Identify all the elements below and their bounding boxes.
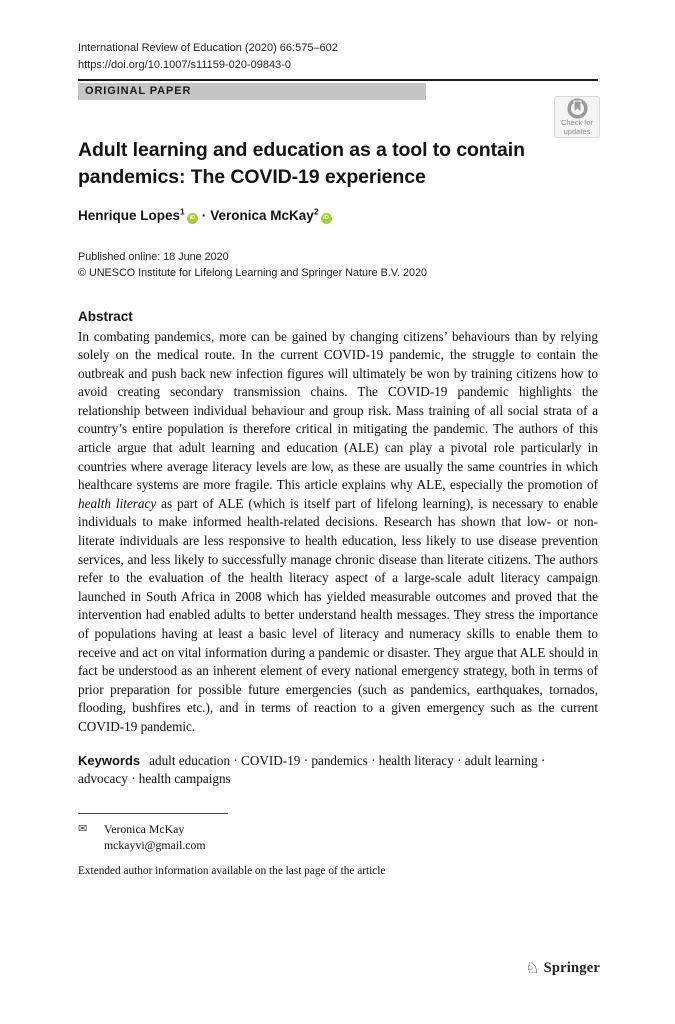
author-name-2: Veronica McKay [210,207,314,223]
envelope-icon: ✉ [78,822,88,835]
affiliation-mark-1: 1 [180,206,185,216]
crossmark-icon [567,98,588,119]
header-rule [78,79,598,100]
footnote-divider [78,813,228,814]
keywords-list: adult education · COVID-19 · pandemics · health literacy · adult learning · advocacy · health campaigns [78,752,546,786]
abstract-part1: In combating pandemics, more can be gained by changing citizens’ behaviours than by relying solely on the medical route. In the current COVID-19 pandemic, the struggle to contain the outbreak and push back new infection figures will ultimately be won by training citizens how to avoid creating secondary transmission chains. The COVID-19 pandemic highlights the relationship between individual behaviour and group risk. Mass training of all social strata of a country’s entire population is therefore critical in mitigating the pandemic. The authors of this article argue that adult learning and education (ALE) can play a pivotal role particularly in countries where average literacy levels are low, as these are usually the same countries in which healthcare systems are more fragile. This article explains why ALE, especially the promotion of [78,328,598,493]
author-line [78,208,598,224]
article-title [78,137,598,191]
corresponding-author-email[interactable]: mckayvi@gmail.com [104,837,206,852]
copyright-line: © UNESCO Institute for Lifelong Learning and Springer Nature B.V. 2020 [78,266,428,279]
journal-reference-block [78,0,598,73]
publisher-name: Springer [543,960,600,976]
published-online-date: Published online: 18 June 2020 [78,250,229,263]
article-title-line1: Adult learning and education as a tool to contain [78,138,525,161]
extended-author-info-note: Extended author information available on the last page of the article [78,864,386,877]
check-for-updates-label-line2: updates [563,126,591,136]
abstract-part2: as part of ALE (which is itself part of lifelong learning), is necessary to enable individuals to make informed health-related decisions. Research has shown that low- or non-literate individuals are less responsive to health education, less likely to use disease prevention services, and less likely to successfully manage chronic disease than literate citizens. The authors refer to the evaluation of the health literacy aspect of a large-scale adult literacy campaign launched in South Africa in 2008 which has yielded measurable outcomes and proved that the intervention had enabled adults to better understand health messages. They stress the importance of populations having at least a basic level of literacy and numeracy skills to enable them to receive and act on vital information during a pandemic or disaster. They argue that ALE should in fact be understood as an inherent element of every national emergency strategy, both in terms of prior preparation for possible future emergencies (such as pandemics, earthquakes, tornados, flooding, bushfires etc.), and in terms of reaction to a given emergency such as the current COVID-19 pandemic. [78,495,598,734]
publication-info [78,249,598,281]
doi-link[interactable]: https://doi.org/10.1007/s11159-020-09843-0 [78,58,292,71]
article-title-line2: pandemics: The COVID-19 experience [78,165,426,188]
author-name-1: Henrique Lopes [78,207,181,223]
abstract-italic-phrase: health literacy [78,495,157,511]
abstract-heading: Abstract [78,308,133,324]
check-for-updates-label-line1: Check for [560,118,594,127]
journal-citation: International Review of Education (2020) 66:575–602 [78,42,338,54]
springer-knight-icon: ♘ [525,959,540,977]
check-for-updates-badge[interactable] [554,96,600,138]
correspondence-block [78,821,598,853]
orcid-icon[interactable]: iD [187,213,198,224]
springer-logo [525,960,600,977]
corresponding-author-name: Veronica McKay [104,821,185,836]
orcid-icon[interactable]: iD [321,213,332,224]
author-separator: · [201,207,207,223]
affiliation-mark-2: 2 [313,206,319,216]
keywords-heading: Keywords [78,752,141,768]
article-type-banner: ORIGINAL PAPER [78,83,426,100]
keywords-block [78,752,598,788]
abstract-text [78,328,598,737]
